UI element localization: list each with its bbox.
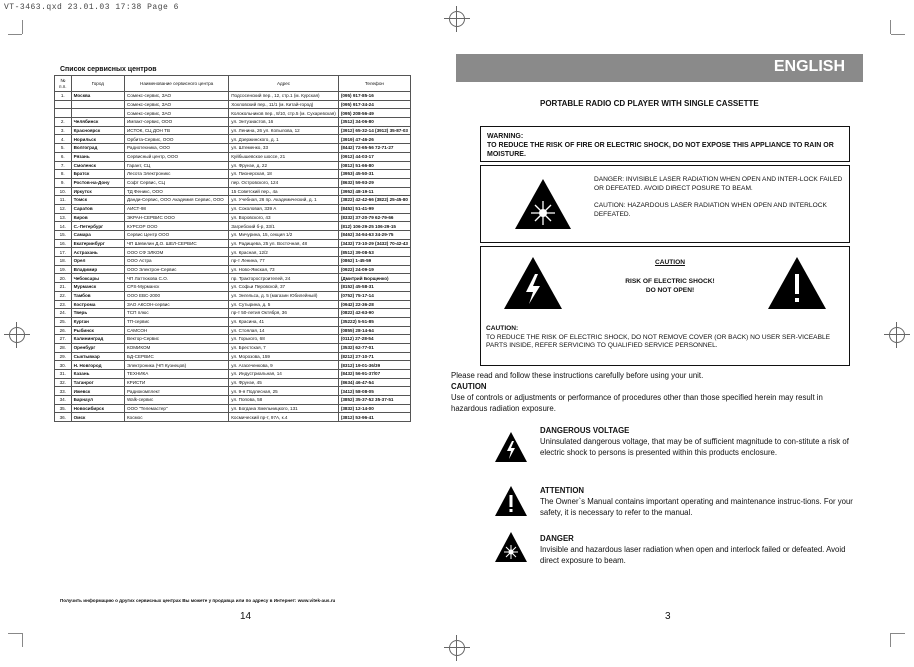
table-row	[55, 213, 411, 222]
table-cell: Орел	[71, 257, 124, 266]
table-row	[55, 404, 411, 413]
dangerous-voltage-icon	[494, 431, 528, 463]
attention-section	[540, 486, 858, 519]
table-cell: (095) 917-34-24	[338, 100, 410, 109]
table-cell: 29.	[55, 352, 72, 361]
table-cell: Оренбург	[71, 343, 124, 352]
table-cell: Космический пр-т, 97А, к.4	[229, 413, 339, 422]
crop-mark	[891, 633, 905, 634]
table-cell: (3832) 12-14-00	[338, 404, 410, 413]
table-cell: Норильск	[71, 135, 124, 144]
table-cell: Мурманск	[71, 283, 124, 292]
table-cell: 26.	[55, 326, 72, 335]
table-cell: Красноярск	[71, 126, 124, 135]
danger-title: DANGER	[540, 534, 574, 543]
table-cell: Сомекс-сервис, ЗАО	[125, 109, 229, 118]
table-cell: Хохловский пер., 11/1 (м. Китай-город)	[229, 100, 339, 109]
laser-warning-text	[594, 176, 844, 228]
caution2-text: Use of controls or adjustments or performance of procedures other than those specified herein may result in hazardous radiation exposure.	[451, 392, 823, 413]
table-row	[55, 257, 411, 266]
table-cell: Самара	[71, 231, 124, 240]
table-cell: Орбита-Сервис, ООО	[125, 135, 229, 144]
table-cell: Космос	[125, 413, 229, 422]
table-cell: Лесота Электроникс	[125, 170, 229, 179]
table-cell	[71, 109, 124, 118]
table-cell: Кострома	[71, 300, 124, 309]
table-cell: 17.	[55, 248, 72, 257]
table-cell: ул. Агасеченкова, 9	[229, 361, 339, 370]
table-cell: (3912) 65-32-14 (3912) 35-87-03	[338, 126, 410, 135]
table-cell: ул. Мичурина, 15, секция 1/2	[229, 231, 339, 240]
table-cell: ул. Энтузиастов, 16	[229, 118, 339, 127]
table-cell: пр-т Ленина, 77	[229, 257, 339, 266]
caution-text: TO REDUCE THE RISK OF ELECTRIC SHOCK, DO NOT REMOVE COVER (OR BACK) NO USER SER-VICEABLE PARTS INSIDE, REFER SERVICING TO QUALIFIED SERVICE PERSONNEL.	[486, 333, 831, 350]
intro-text: Please read and follow these instructions carefully before using your unit.	[451, 371, 704, 380]
language-banner	[456, 54, 863, 82]
table-cell: (3812) 53-96-41	[338, 413, 410, 422]
table-cell: (0822) 42-63-90	[338, 309, 410, 318]
table-cell: Колокольников пер., 8/10, стр.5 (м. Сухаревская)	[229, 109, 339, 118]
table-cell: Москва	[71, 92, 124, 101]
table-cell: 4.	[55, 135, 72, 144]
table-row	[55, 152, 411, 161]
table-cell: ул. Богдана Хмельницкого, 131	[229, 404, 339, 413]
danger-text: Invisible and hazardous laser radiation when open and interlock failed or defeated. Avoid direct exposure to beam.	[540, 545, 846, 565]
attention-icon	[494, 485, 528, 517]
table-cell: (8332) 37-20-79 62-79-66	[338, 213, 410, 222]
table-cell: (Дмитрий Борщенко)	[338, 274, 410, 283]
column-header: Телефон	[338, 76, 410, 92]
table-cell: ул. Пионерская, 18	[229, 170, 339, 179]
table-cell: Куйбышевское шоссе, 21	[229, 152, 339, 161]
table-cell: (8512) 39-08-53	[338, 248, 410, 257]
crop-mark	[890, 20, 891, 34]
table-cell: С.-Петербург	[71, 222, 124, 231]
electric-shock-icon	[503, 256, 563, 310]
table-row	[55, 291, 411, 300]
table-cell: 20.	[55, 274, 72, 283]
table-cell: Гарант, СЦ	[125, 161, 229, 170]
warning-text: TO REDUCE THE RISK OF FIRE OR ELECTRIC SHOCK, DO NOT EXPOSE THIS APPLIANCE TO RAIN OR MOISTURE.	[487, 142, 834, 159]
table-cell: ООО СФ ЭЛКОМ	[125, 248, 229, 257]
table-cell: (8462) 34-94-63 34-29-75	[338, 231, 410, 240]
table-cell: ул. 9-я Подлесная, 25	[229, 387, 339, 396]
table-cell: САМСОН	[125, 326, 229, 335]
table-cell: (8212) 27-10-71	[338, 352, 410, 361]
table-cell: 25.	[55, 317, 72, 326]
table-row	[55, 343, 411, 352]
table-cell: 2.	[55, 118, 72, 127]
table-cell: 32.	[55, 378, 72, 387]
table-row	[55, 352, 411, 361]
table-cell: Ижевск	[71, 387, 124, 396]
table-cell	[55, 100, 72, 109]
table-row	[55, 413, 411, 422]
dangerous-voltage-section	[540, 426, 858, 459]
table-cell: Чебоксары	[71, 274, 124, 283]
print-header: VT-3463.qxd 23.01.03 17:38 Page 6	[4, 3, 179, 12]
table-cell: 14.	[55, 222, 72, 231]
table-cell: ул. Морозова, 159	[229, 352, 339, 361]
table-cell: (8452) 51-41-99	[338, 204, 410, 213]
table-cell: (3952) 48-19-11	[338, 187, 410, 196]
page-number-right: 3	[665, 611, 671, 622]
table-cell: ООО "Телемастер"	[125, 404, 229, 413]
table-cell: Таганрог	[71, 378, 124, 387]
table-cell: ул. Учебная, 26 пр. Академический, д. 1	[229, 196, 339, 205]
exclamation-warning-icon	[767, 256, 827, 310]
table-cell: Братск	[71, 170, 124, 179]
table-cell: Сомекс-сервис, ЗАО	[125, 100, 229, 109]
caution2-title: CAUTION	[451, 381, 487, 391]
table-cell: ул. Соколовая, 339 А	[229, 204, 339, 213]
table-row	[55, 144, 411, 153]
table-row	[55, 387, 411, 396]
table-cell: ул. Радищева, 25 ул. Восточная, 48	[229, 239, 339, 248]
table-row	[55, 361, 411, 370]
table-cell: (3412) 58-08-05	[338, 387, 410, 396]
table-row	[55, 317, 411, 326]
table-cell: Н. Новгород	[71, 361, 124, 370]
table-cell: Рыбинск	[71, 326, 124, 335]
table-row	[55, 109, 411, 118]
table-cell: ТЕХНИКА	[125, 370, 229, 379]
table-cell: (095) 917-85-16	[338, 92, 410, 101]
table-cell: Омск	[71, 413, 124, 422]
registration-mark-left	[4, 322, 30, 348]
caution-shock-line2: DO NOT OPEN!	[645, 287, 695, 295]
table-header-row	[55, 76, 411, 92]
table-cell: Софт Сервис, СЦ	[125, 178, 229, 187]
registration-mark-bottom	[444, 635, 470, 661]
table-row	[55, 265, 411, 274]
table-cell: Сервис Центр ООО	[125, 231, 229, 240]
table-cell: АИСТ-98	[125, 204, 229, 213]
danger-laser-icon	[494, 531, 528, 563]
laser-danger-text: DANGER: INVISIBLE LASER RADIATION WHEN OPEN AND INTER-LOCK FAILED OR DEFEATED. AVOID DIRECT POSURE TO BEAM.	[594, 176, 843, 192]
table-cell: ул. Стоялая, 14	[229, 326, 339, 335]
table-cell: (3512) 34-06-80	[338, 118, 410, 127]
service-centers-table	[54, 75, 411, 422]
table-cell: (0812) 51-66-80	[338, 161, 410, 170]
table-row	[55, 231, 411, 240]
table-cell: (3532) 62-77-01	[338, 343, 410, 352]
table-cell: ООО ЕВС-2000	[125, 291, 229, 300]
table-cell: 6.	[55, 152, 72, 161]
table-cell: (35222) 5-51-85	[338, 317, 410, 326]
table-row	[55, 222, 411, 231]
warning-label: WARNING:	[487, 133, 524, 140]
table-cell: 18.	[55, 257, 72, 266]
table-cell: Сервисный центр, ООО	[125, 152, 229, 161]
table-cell: ул. Сутырина, д. 5	[229, 300, 339, 309]
table-cell: Тамбов	[71, 291, 124, 300]
table-cell: Волгоград	[71, 144, 124, 153]
table-row	[55, 196, 411, 205]
table-row	[55, 370, 411, 379]
table-cell: Загребский б-р, 33/1	[229, 222, 339, 231]
table-cell: пер. Островского, 124	[229, 178, 339, 187]
table-cell: ул. Штеменко, 33	[229, 144, 339, 153]
crop-mark	[890, 633, 891, 647]
table-cell: 31.	[55, 370, 72, 379]
registration-mark-right	[884, 322, 910, 348]
table-cell: Курган	[71, 317, 124, 326]
dangerous-voltage-title: DANGEROUS VOLTAGE	[540, 426, 630, 435]
column-header: Город	[71, 76, 124, 92]
table-row	[55, 204, 411, 213]
table-cell: 8.	[55, 170, 72, 179]
table-cell: 23.	[55, 300, 72, 309]
caution-label: CAUTION:	[486, 325, 519, 332]
table-cell: 3.	[55, 126, 72, 135]
table-cell: Новосибирск	[71, 404, 124, 413]
table-cell: CPS-Мурманск	[125, 283, 229, 292]
table-cell: ул. Софьи Перовской, 37	[229, 283, 339, 292]
table-cell: ул. Горького, 68	[229, 335, 339, 344]
table-cell: Екатеринбург	[71, 239, 124, 248]
caution-detail	[486, 325, 844, 351]
table-cell: Киров	[71, 213, 124, 222]
registration-mark-top	[444, 6, 470, 32]
table-cell: ООО Астра	[125, 257, 229, 266]
table-cell: ул. Воровского, 43	[229, 213, 339, 222]
caution-shock-notice	[600, 258, 740, 296]
table-cell: (3919) 47-46-26	[338, 135, 410, 144]
crop-mark	[8, 34, 22, 35]
table-cell: 27.	[55, 335, 72, 344]
column-header: № п.п.	[55, 76, 72, 92]
table-row	[55, 300, 411, 309]
table-row	[55, 326, 411, 335]
service-centers-footer: Получить информацию о других сервисных центрах Вы можете у продавца или по адресу в Интернет: www.vitek-aus.ru	[60, 598, 336, 603]
column-header: Наименование сервисного центра	[125, 76, 229, 92]
table-cell: пр-т 50-летия Октября, 36	[229, 309, 339, 318]
instructions-body	[451, 371, 857, 415]
table-cell: Калининград	[71, 335, 124, 344]
table-cell: 24.	[55, 309, 72, 318]
table-cell: Вектор-Сервис	[125, 335, 229, 344]
table-cell: КУРСОР ООО	[125, 222, 229, 231]
service-centers-title: Список сервисных центров	[60, 66, 157, 73]
dangerous-voltage-text: Uninsulated dangerous voltage, that may be of sufficient magnitude to con-stitute a risk of electric shock to persons is presented within this products enclosure.	[540, 437, 849, 457]
table-cell: ИСТОК, СЦ ДОН ТВ	[125, 126, 229, 135]
table-cell: ул. Фрунзе, д. 22	[229, 161, 339, 170]
table-cell: ул. Дзержинского, д. 1	[229, 135, 339, 144]
table-cell: 33.	[55, 387, 72, 396]
table-cell: Walk-сервис	[125, 396, 229, 405]
table-cell: Радиокомплект	[125, 387, 229, 396]
danger-section	[540, 534, 858, 567]
table-cell: 28.	[55, 343, 72, 352]
table-row	[55, 170, 411, 179]
table-cell: 34.	[55, 396, 72, 405]
table-cell: 9.	[55, 178, 72, 187]
table-cell: 5.	[55, 144, 72, 153]
table-cell: 15.	[55, 231, 72, 240]
crop-mark	[891, 34, 905, 35]
table-cell: (8432) 56-91-37/07	[338, 370, 410, 379]
attention-title: ATTENTION	[540, 486, 585, 495]
table-cell: (095) 208-56-49	[338, 109, 410, 118]
table-cell: 35.	[55, 404, 72, 413]
table-row	[55, 135, 411, 144]
table-cell: БД-СЕРВИС	[125, 352, 229, 361]
page-number-left: 14	[240, 611, 252, 622]
table-cell: (3852) 35-37-52 35-37-51	[338, 396, 410, 405]
table-cell: 7.	[55, 161, 72, 170]
caution-heading: CAUTION	[654, 259, 686, 266]
table-cell: ул. Ново-Ямская, 73	[229, 265, 339, 274]
table-row	[55, 378, 411, 387]
product-title: PORTABLE RADIO CD PLAYER WITH SINGLE CASSETTE	[540, 99, 759, 108]
table-cell: (0862) 1-45-59	[338, 257, 410, 266]
table-cell: 22.	[55, 291, 72, 300]
table-row	[55, 283, 411, 292]
table-cell: ул. Фрунзе, 45	[229, 378, 339, 387]
table-row	[55, 248, 411, 257]
table-cell: ул. Ленина, 26 ул. Копылова, 12	[229, 126, 339, 135]
table-cell: (8442) 72-65-56 72-71-27	[338, 144, 410, 153]
table-cell: Барнаул	[71, 396, 124, 405]
table-row	[55, 187, 411, 196]
table-cell: Радиотехника, ООО	[125, 144, 229, 153]
table-cell	[71, 100, 124, 109]
table-cell: ЧП Шевелин Д.О. ШЕЛ-СЕРВИС	[125, 239, 229, 248]
table-cell: Ростов-на-Дону	[71, 178, 124, 187]
laser-caution-text: CAUTION: HAZARDOUS LASER RADIATION WHEN OPEN AND INTERLOCK DEFEATED.	[594, 201, 827, 218]
table-cell: (0112) 27-28-54	[338, 335, 410, 344]
table-cell: (0912) 44-03-17	[338, 152, 410, 161]
caution-shock-line1: RISK OF ELECTRIC SHOCK!	[625, 278, 715, 286]
crop-mark	[22, 633, 23, 647]
table-cell: 12.	[55, 204, 72, 213]
table-cell: Электроника (ЧП Кузнецов)	[125, 361, 229, 370]
table-cell: ТД Феникс, ООО	[125, 187, 229, 196]
laser-hazard-icon	[514, 178, 572, 230]
table-cell	[55, 109, 72, 118]
table-cell: 10.	[55, 187, 72, 196]
table-cell: ул. Попова, 58	[229, 396, 339, 405]
table-cell: Владимир	[71, 265, 124, 274]
table-cell: (0752) 75-17-14	[338, 291, 410, 300]
table-cell: Астрахань	[71, 248, 124, 257]
table-row	[55, 118, 411, 127]
table-cell: ЧП Латтюкова С.О.	[125, 274, 229, 283]
language-label: ENGLISH	[773, 58, 845, 75]
table-cell: (0922) 24-09-19	[338, 265, 410, 274]
table-cell: ЭКРАН-СЕРВИС ООО	[125, 213, 229, 222]
table-cell: (3822) 42-42-66 (3822) 25-45-80	[338, 196, 410, 205]
table-row	[55, 335, 411, 344]
table-cell: Томск	[71, 196, 124, 205]
table-cell: КРИСТИ	[125, 378, 229, 387]
table-cell: (3432) 73-10-29 (3432) 70-42-43	[338, 239, 410, 248]
table-cell: 21.	[55, 283, 72, 292]
table-cell: Рязань	[71, 152, 124, 161]
table-cell: (3953) 45-50-31	[338, 170, 410, 179]
table-row	[55, 396, 411, 405]
table-cell: (8312) 19-01-36/39	[338, 361, 410, 370]
warning-box	[480, 126, 850, 162]
table-cell: Смоленск	[71, 161, 124, 170]
table-row	[55, 178, 411, 187]
table-cell: ул. Красная, 12/2	[229, 248, 339, 257]
crop-mark	[8, 633, 22, 634]
table-cell: 36.	[55, 413, 72, 422]
crop-mark	[22, 20, 23, 34]
table-cell: КОМИКОМ	[125, 343, 229, 352]
table-cell: 11.	[55, 196, 72, 205]
table-cell: (0942) 22-36-28	[338, 300, 410, 309]
table-cell: Иркутск	[71, 187, 124, 196]
table-cell: ул. Красина, 41	[229, 317, 339, 326]
table-cell: 16.	[55, 239, 72, 248]
table-cell: 19.	[55, 265, 72, 274]
table-row	[55, 274, 411, 283]
table-cell: Тверь	[71, 309, 124, 318]
table-row	[55, 309, 411, 318]
table-row	[55, 126, 411, 135]
table-cell: Казань	[71, 370, 124, 379]
table-cell: (0855) 28-14-64	[338, 326, 410, 335]
table-cell: ТП-сервис	[125, 317, 229, 326]
table-row	[55, 92, 411, 101]
table-cell: 1.	[55, 92, 72, 101]
table-cell: ТСП плюс	[125, 309, 229, 318]
table-cell: 13.	[55, 213, 72, 222]
table-cell: 30.	[55, 361, 72, 370]
table-cell: ул. Индустриальная, 14	[229, 370, 339, 379]
table-cell: Данди-Сервис, ООО Академия Сервис, ООО	[125, 196, 229, 205]
table-cell: пр. Тракторостроителей, 24	[229, 274, 339, 283]
table-cell: Подсосенский пер., 12, стр.1 (м. Курская)	[229, 92, 339, 101]
table-cell: ул. Брестская, 7	[229, 343, 339, 352]
table-cell: 15 Советский пер., 4а	[229, 187, 339, 196]
table-cell: Сомекс-сервис, ЗАО	[125, 92, 229, 101]
table-cell: Саратов	[71, 204, 124, 213]
table-row	[55, 100, 411, 109]
column-header: Адрес	[229, 76, 339, 92]
table-row	[55, 239, 411, 248]
table-cell: (8632) 59-93-29	[338, 178, 410, 187]
table-cell: (812) 106-29-25 106-29-15	[338, 222, 410, 231]
table-cell: (8634) 46-47-54	[338, 378, 410, 387]
table-cell: ЗАО АКСОН-сервис	[125, 300, 229, 309]
table-cell: Импакт-сервис, ООО	[125, 118, 229, 127]
table-cell: ул. Энгельса, д. 5 (магазин Юбилейный)	[229, 291, 339, 300]
table-row	[55, 161, 411, 170]
table-cell: Сыктывкар	[71, 352, 124, 361]
table-cell: Челябинск	[71, 118, 124, 127]
table-cell: ООО Электрон-Сервис	[125, 265, 229, 274]
table-cell: (8152) 45-58-31	[338, 283, 410, 292]
attention-text: The Owner`s Manual contains important operating and maintenance instruc-tions. For your safety, it is necessary to refer to the manual.	[540, 497, 853, 517]
